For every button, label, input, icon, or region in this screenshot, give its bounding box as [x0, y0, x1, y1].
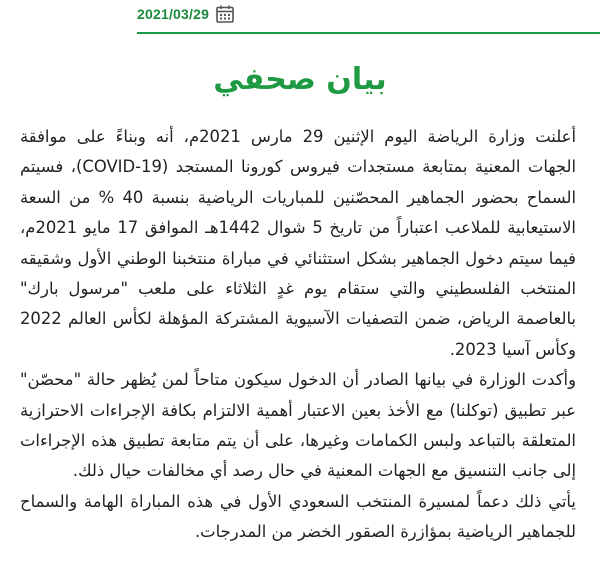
date-bar	[137, 3, 235, 25]
article-paragraph: أعلنت وزارة الرياضة اليوم الإثنين 29 مارس 2021م، أنه وبناءً على موافقة الجهات المعنية بمتابعة مستجدات فيروس كورونا المستجد (COVID-19)، فسيتم السماح بحضور الجماهير المحصّنين للمباريات الرياضية بنسبة 40 % من السعة الاستيعابية للملاعب اعتباراً من تاريخ 5 شوال 1442هـ الموافق 17 مايو 2021م، فيما سيتم دخول الجماهير بشكل استثنائي في مباراة منتخبنا الوطني الأول وشقيقه المنتخب الفلسطيني والتي ستقام يوم غدٍ الثلاثاء على ملعب "مرسول بارك" بالعاصمة الرياض، ضمن التصفيات الآسيوية المشتركة المؤهلة لكأس العالم 2022 وكأس آسيا 2023.	[20, 127, 577, 359]
publish-date: 2021/03/29	[137, 6, 210, 22]
page-title: بيان صحفي	[213, 62, 387, 97]
calendar-icon	[215, 4, 235, 24]
header-divider	[137, 32, 600, 34]
article-body	[20, 122, 576, 548]
article-paragraph: وأكدت الوزارة في بيانها الصادر أن الدخول سيكون متاحاً لمن يُظهر حالة "محصّن" عبر تطبيق (توكلنا) مع الأخذ بعين الاعتبار أهمية الالتزام بكافة الإجراءات الاحترازية المتعلقة بالتباعد ولبس الكمامات وغيرها، على أن يتم متابعة تطبيق هذه الإجراءات إلى جانب التنسيق مع الجهات المعنية في حال رصد أي مخالفات حيال ذلك.	[20, 370, 576, 481]
article-paragraph: يأتي ذلك دعماً لمسيرة المنتخب السعودي الأول في هذه المباراة الهامة والسماح للجماهير الرياضية بمؤازرة الصقور الخضر من المدرجات.	[20, 491, 576, 542]
